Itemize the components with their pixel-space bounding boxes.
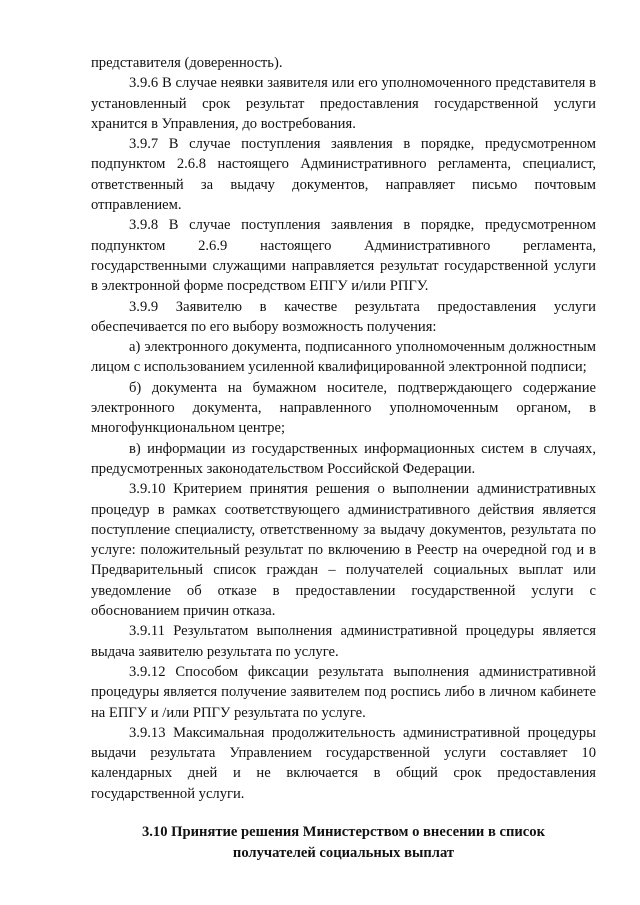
section-heading-3-10 xyxy=(91,822,596,864)
list-item-b: б) документа на бумажном носителе, подтверждающего содержание электронного документа, направленного уполномоченным органом, в многофункциональном центре; xyxy=(91,379,596,437)
paragraph-3-9-13: 3.9.13 Максимальная продолжительность административной процедуры выдачи результата Управлением государственной услуги составляет 10 календарных дней и не включается в общий срок предоставления государственной услуги. xyxy=(91,724,596,802)
section-heading-line-2: получателей социальных выплат xyxy=(232,844,455,861)
paragraph-3-9-8: 3.9.8 В случае поступления заявления в порядке, предусмотренном подпунктом 2.6.9 настоящего Административного регламента, государственными служащими направляется результат государственной услуги в электронной форме посредством ЕПГУ и/или РПГУ. xyxy=(91,217,596,295)
paragraph-3-9-6: 3.9.6 В случае неявки заявителя или его уполномоченного представителя в установленный срок результат предоставления государственной услуги хранится в Управления, до востребования. xyxy=(91,75,596,132)
paragraph-3-9-11: 3.9.11 Результатом выполнения административной процедуры является выдача заявителю результата по услуге. xyxy=(91,623,596,660)
paragraph-continuation: представителя (доверенность). xyxy=(91,55,283,71)
paragraph-3-9-7: 3.9.7 В случае поступления заявления в порядке, предусмотренном подпунктом 2.6.8 настоящего Административного регламента, специалист, ответственный за выдачу документов, направляет письмо почтовым отправлением. xyxy=(91,136,596,214)
section-heading-line-1: 3.10 Принятие решения Министерством о внесении в список xyxy=(141,823,545,840)
document-page xyxy=(91,53,596,864)
paragraph-3-9-12: 3.9.12 Способом фиксации результата выполнения административной процедуры является получение заявителем под роспись либо в личном кабинете на ЕПГУ и /или РПГУ результата по услуге. xyxy=(91,663,596,721)
list-item-v: в) информации из государственных информационных систем в случаях, предусмотренных законодательством Российской Федерации. xyxy=(91,440,596,477)
list-item-a: а) электронного документа, подписанного уполномоченным должностным лицом с использованием усиленной квалифицированной электронной подписи; xyxy=(91,339,596,376)
paragraph-3-9-9: 3.9.9 Заявителю в качестве результата предоставления услуги обеспечивается по его выбору возможность получения: xyxy=(91,298,596,335)
paragraph-3-9-10: 3.9.10 Критерием принятия решения о выполнении административных процедур в рамках соответствующего административного действия является поступление специалисту, ответственному за выдачу документов, результата по услуге: положительный результат по включению в Реестр на очередной год и в Предварительный список граждан – получателей социальных выплат или уведомление об отказе в предоставлении государственной услуги с обоснованием причин отказа. xyxy=(91,481,596,620)
